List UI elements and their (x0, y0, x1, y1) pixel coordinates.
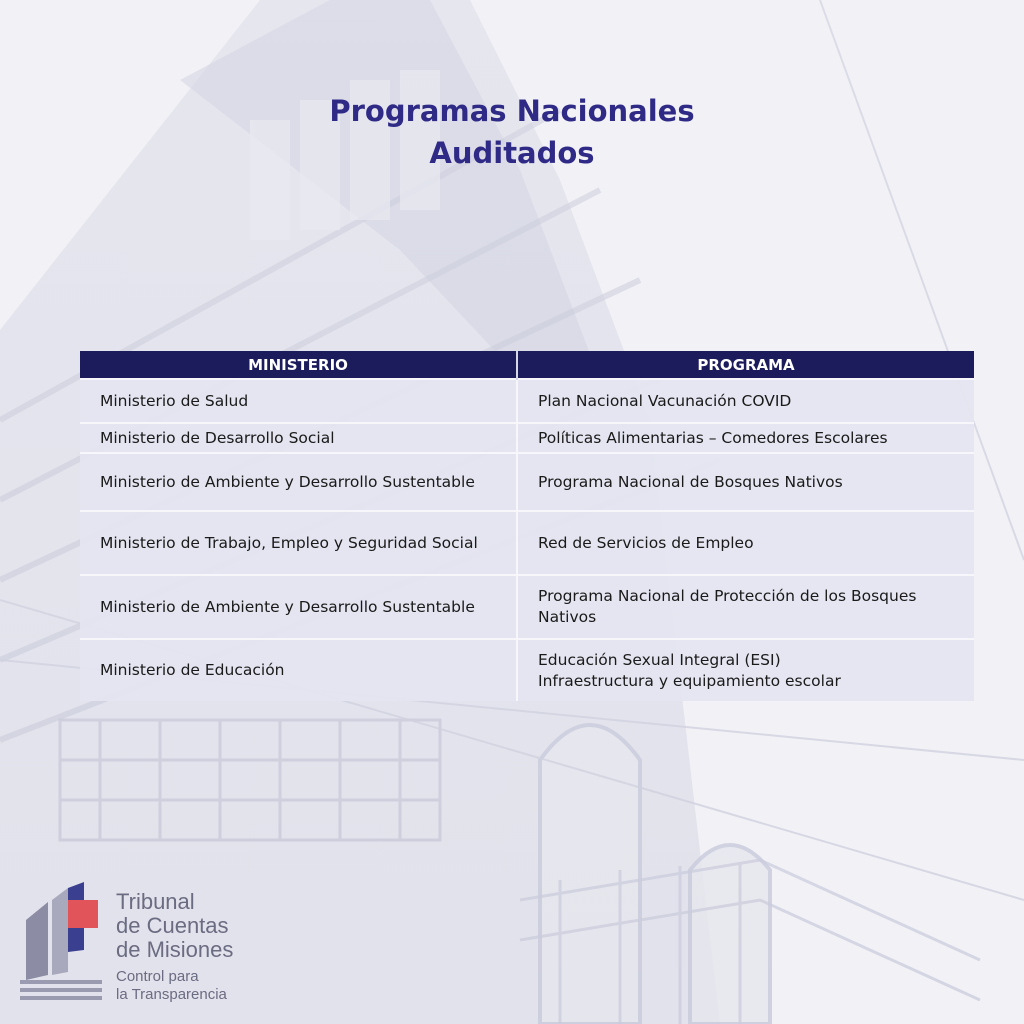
logo-text-line-2: de Cuentas (116, 913, 229, 938)
programa-line: Educación Sexual Integral (ESI) (538, 650, 781, 669)
programa-line: Programa Nacional de Protección de los Bosques Nativos (538, 587, 917, 626)
programs-table (80, 351, 974, 701)
cell-programa (517, 453, 974, 511)
cell-ministerio: Ministerio de Educación (80, 639, 517, 701)
table-row (80, 453, 974, 511)
cell-programa (517, 423, 974, 453)
cell-ministerio: Ministerio de Salud (80, 379, 517, 423)
table-row (80, 379, 974, 423)
programa-line: Programa Nacional de Bosques Nativos (538, 472, 843, 491)
header-ministerio: MINISTERIO (80, 351, 517, 379)
cell-ministerio: Ministerio de Ambiente y Desarrollo Sustentable (80, 575, 517, 639)
programa-line: Infraestructura y equipamiento escolar (538, 671, 841, 690)
logo-text-line-3: de Misiones (116, 937, 234, 962)
logo-text-line-1: Tribunal (116, 889, 195, 914)
page-title-line-1: Programas Nacionales (329, 94, 695, 128)
logo-tagline-line-2: la Transparencia (116, 986, 227, 1003)
building-logo-icon (18, 880, 108, 1005)
table-row (80, 511, 974, 575)
page-title-line-2: Auditados (429, 136, 595, 170)
tribunal-logo (18, 880, 278, 1005)
table-row (80, 423, 974, 453)
logo-tagline-line-1: Control para (116, 968, 199, 985)
programa-line: Plan Nacional Vacunación COVID (538, 391, 792, 410)
table-row (80, 639, 974, 701)
header-programa: PROGRAMA (517, 351, 974, 379)
cell-programa (517, 379, 974, 423)
programa-line: Políticas Alimentarias – Comedores Escolares (538, 428, 888, 447)
cell-ministerio: Ministerio de Desarrollo Social (80, 423, 517, 453)
cell-ministerio: Ministerio de Ambiente y Desarrollo Sustentable (80, 453, 517, 511)
page-title (0, 90, 1024, 174)
cell-programa (517, 511, 974, 575)
table-header-row (80, 351, 974, 379)
cell-programa (517, 639, 974, 701)
cell-programa (517, 575, 974, 639)
programa-line: Red de Servicios de Empleo (538, 533, 754, 552)
cell-ministerio: Ministerio de Trabajo, Empleo y Seguridad Social (80, 511, 517, 575)
table-row (80, 575, 974, 639)
